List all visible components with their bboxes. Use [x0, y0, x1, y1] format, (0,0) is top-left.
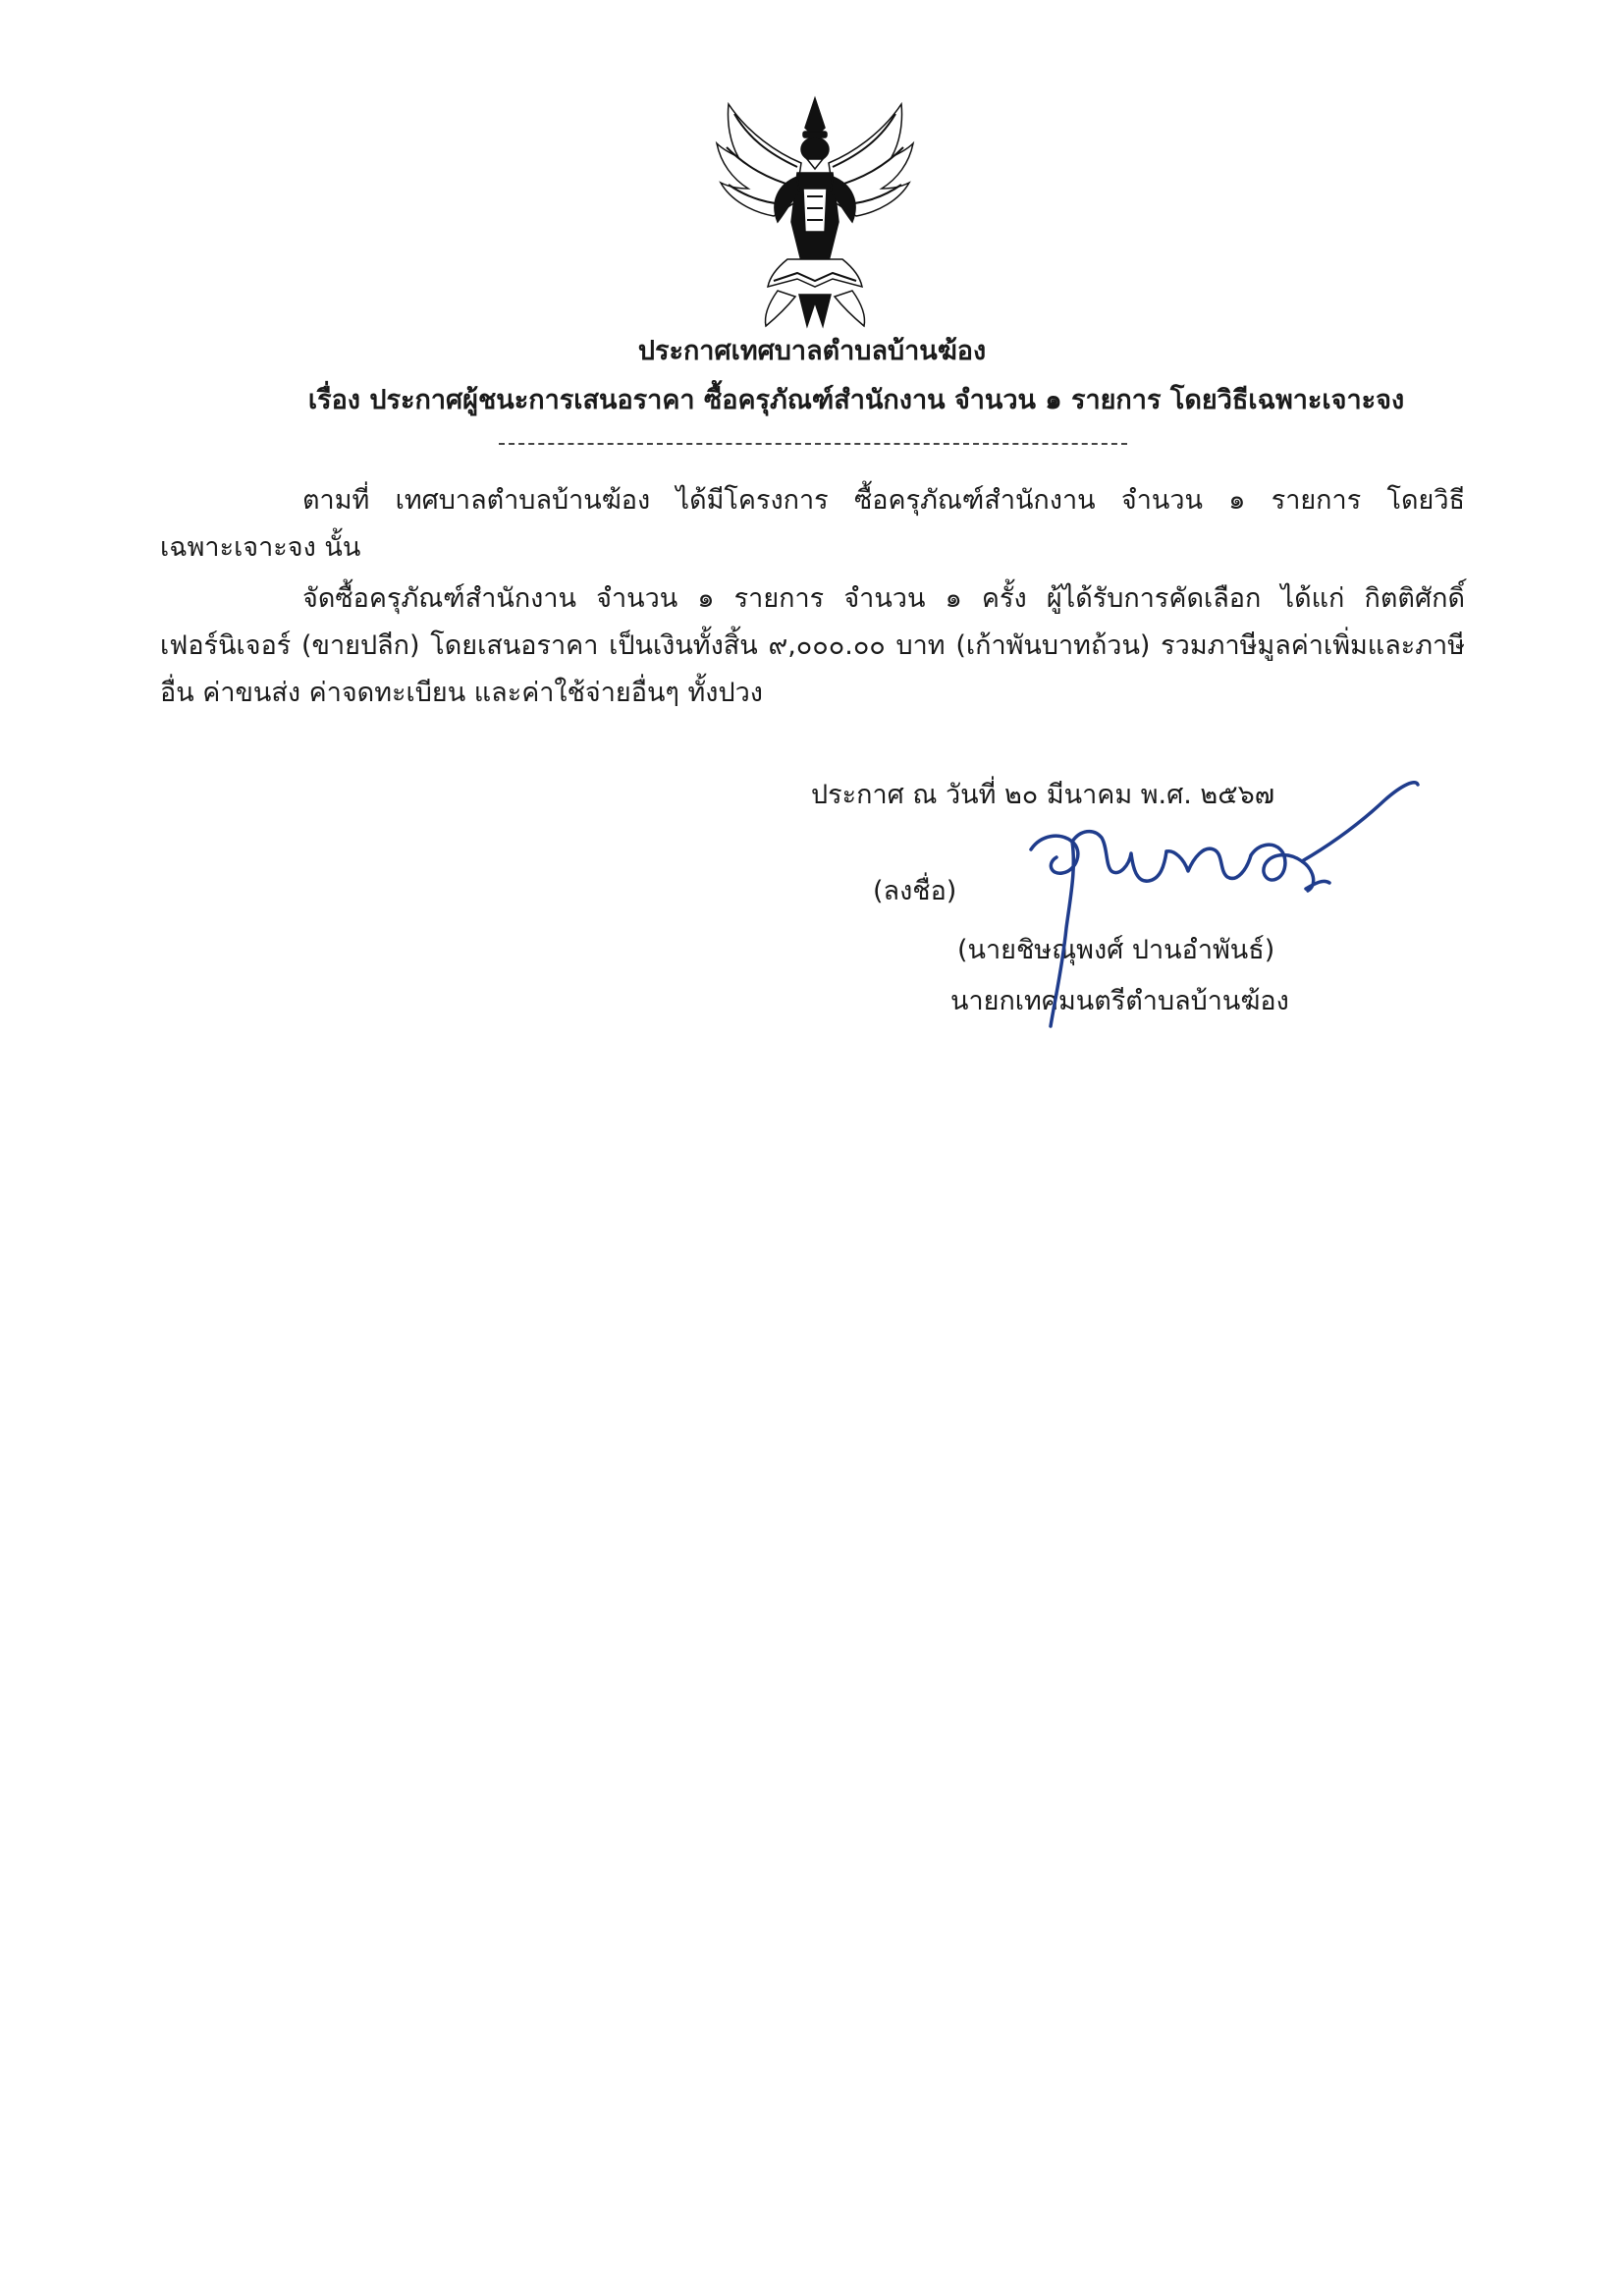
signer-name: (นายชิษณุพงศ์ ปานอำพันธ์) [957, 935, 1275, 965]
paragraph-2-line-3: อื่น ค่าขนส่ง ค่าจดทะเบียน และค่าใช้จ่ายอื่นๆ ทั้งปวง [160, 678, 763, 708]
handwritten-signature [1011, 781, 1443, 1036]
document-title: ประกาศเทศบาลตำบลบ้านฆ้อง [637, 336, 987, 366]
signer-title: นายกเทศมนตรีตำบลบ้านฆ้อง [950, 986, 1289, 1016]
paragraph-2-line-1: จัดซื้อครุภัณฑ์สำนักงาน จำนวน ๑ รายการ จำนวน ๑ ครั้ง ผู้ได้รับการคัดเลือก ได้แก่ กิตติศักดิ์ [302, 583, 1465, 614]
paragraph-1-line-2: เฉพาะเจาะจง นั้น [160, 532, 361, 563]
garuda-emblem-icon [709, 94, 921, 330]
paragraph-1-line-1: ตามที่ เทศบาลตำบลบ้านฆ้อง ได้มีโครงการ ซื้อครุภัณฑ์สำนักงาน จำนวน ๑ รายการ โดยวิธี [302, 485, 1465, 516]
title-divider [499, 443, 1127, 445]
announcement-date: ประกาศ ณ วันที่ ๒๐ มีนาคม พ.ศ. ๒๕๖๗ [811, 780, 1275, 810]
sign-label: (ลงชื่อ) [873, 876, 957, 906]
paragraph-2-line-2: เฟอร์นิเจอร์ (ขายปลีก) โดยเสนอราคา เป็นเงินทั้งสิ้น ๙,๐๐๐.๐๐ บาท (เก้าพันบาทถ้วน) รวมภาษีมูลค่าเพิ่มและภาษี [160, 630, 1465, 661]
document-subject: เรื่อง ประกาศผู้ชนะการเสนอราคา ซื้อครุภัณฑ์สำนักงาน จำนวน ๑ รายการ โดยวิธีเฉพาะเจาะจง [307, 385, 1405, 415]
